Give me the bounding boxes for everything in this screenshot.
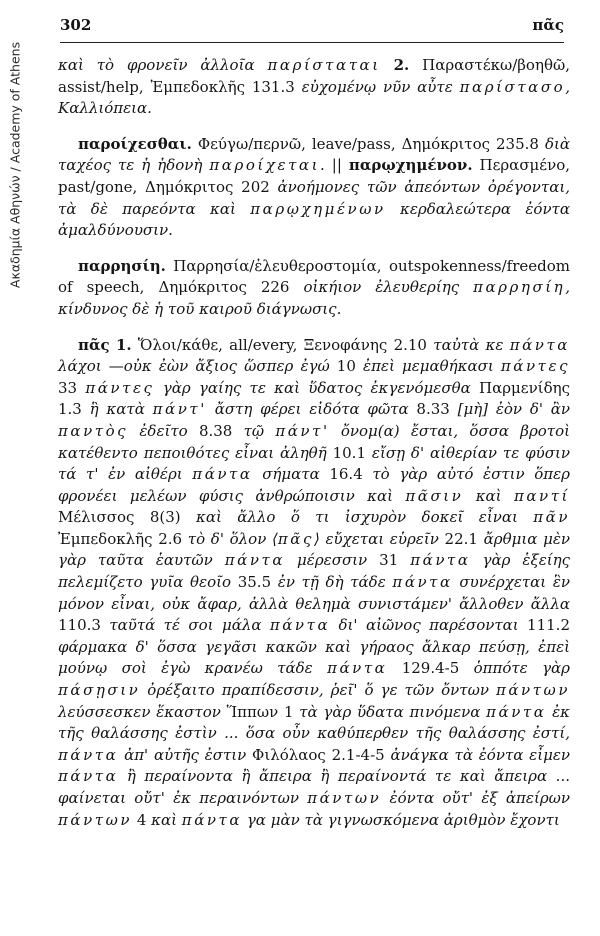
greek-quotation: κερδαλεώτερα ἐόντα ἀμαλδύνουσιν. [58,199,570,240]
spaced-keyword: πάντα [224,551,286,570]
greek-quotation: καὶ [151,810,182,829]
gloss-text: 8.33 [408,400,458,419]
spaced-keyword: παρίσταται [267,56,381,74]
greek-quotation: ἐδεῖτο [128,421,188,440]
greek-quotation: λάχοι —οὐκ ἐὼν ἄξιος ὥσπερ ἐγώ [58,357,330,376]
spaced-keyword: πάντα [410,551,471,570]
greek-quotation: καὶ ἄλλο ὅ τι ἰσχυρὸν δοκεῖ εἶναι [196,508,534,527]
gloss-text: 129.4-5 [387,659,474,678]
spaced-keyword: πάντ' [152,400,207,419]
greek-quotation: ὀρέξαιτο πραπίδεσσιν, ῥεῖ' ὅ γε τῶν ὄντων [140,681,496,700]
greek-quotation: τῷ [243,421,276,440]
greek-quotation: εἴσῃ δ' αἰθερίαν τε φύσιν τά τ' ἐν αἰθέρι [58,443,571,484]
greek-quotation: ἀνάγκα τὰ ἐόντα εἶμεν [390,745,571,764]
gloss-text: 4 [132,810,152,829]
greek-quotation: ἣ κατὰ [89,400,153,419]
greek-quotation: διὰ ταχέος τε ἡ ἡδονὴ [58,134,570,175]
gloss-text: . || [320,156,349,175]
header-rule [60,42,564,43]
spaced-keyword: πάντες [85,378,155,397]
entry-paroichesthai [58,134,570,242]
spaced-keyword: πάντ' [275,421,330,440]
greek-quotation: ἐκ τῆς θαλάσσης ἐστὶν ... ὅσα οὖν καθύπερθεν τῆς θαλάσσης ἐστί, [58,702,571,743]
gloss-text: Φεύγω/περνῶ, leave/pass, Δημόκριτος 235.8 [191,134,545,153]
greek-quotation: ἐόντα οὔτ' ἐξ ἀπείρων [381,789,570,807]
greek-quotation: συνέρχεται ἓν μόνον εἶναι, οὐκ ἄφαρ, ἀλλὰ θελημὰ συνιστάμεν' ἄλλοθεν ἄλλα [58,573,571,613]
greek-quotation: ἢ περαίνοντα ἢ ἄπειρα ἢ περαίνοντά τε καὶ ἄπειρα ... φαίνεται οὔτ' ἐκ περαινόντων [58,767,570,807]
greek-quotation: μέρεσσιν [285,551,368,570]
gloss-text: Ἐμπεδοκλῆς 2.6 [58,529,188,548]
spaced-keyword: πάντα [486,702,547,721]
lemma-headword: παρρησίη. [78,256,166,275]
greek-quotation: ἀπ' αὐτῆς ἐστιν [118,745,247,764]
greek-quotation: εὐχομένῳ νῦν αὖτε [301,77,460,96]
gloss-text: Παρρησία/ἐλευθεροστομία, outspokenness/freedom of speech, Δημόκριτος 226 [58,256,570,297]
entry-parresie [58,256,570,321]
spaced-keyword: παρρησίη [473,278,566,297]
gloss-text: 110.3 [58,616,110,635]
greek-quotation: τὸ δ' ὅλον ⟨ [187,529,278,548]
spaced-keyword: πάντων [58,810,133,829]
greek-quotation: ἄστη φέρει εἰδότα φῶτα [206,400,409,419]
gloss-text: 8.38 [187,421,244,440]
greek-quotation: τὸ γὰρ αὐτό ἐστιν ὅπερ φρονέει μελέων φύσις ἀνθρώποισιν καὶ [58,465,570,505]
greek-quotation: γὰρ γαίης τε καὶ ὕδατος ἐκγενόμεσθα [154,378,471,397]
spaced-keyword: πᾶς [277,529,314,548]
gloss-text: Παρμενίδης 1.3 [58,378,570,419]
gloss-text: Περασμένο, past/gone, Δημόκριτος 202 [58,156,570,196]
spaced-keyword: παρίστασο [459,77,566,96]
running-head [60,16,564,38]
lemma-headword: παροίχεσθαι. [78,134,192,153]
greek-quotation: φάρμακα δ' ὅσσα γεγᾶσι κακῶν καὶ γήραος ἄλκαρ πεύσῃ, ἐπεὶ μούνῳ σοὶ ἐγὼ κρανέω τάδε [58,637,570,678]
spaced-keyword: πάντα [181,810,243,829]
gloss-text: Παραστέκω/βοηθῶ, assist/help, Ἐμπεδοκλῆς 131.3 [58,56,570,96]
entry-pas [58,335,570,832]
gloss-text: 16.4 [319,465,373,484]
spaced-keyword: πάντα [58,745,119,764]
spaced-keyword: παρῳχημένων [250,199,386,218]
greek-quotation: γα μὰν τὰ γιγνωσκόμενα ἀριθμὸν ἔχοντι [242,810,560,829]
greek-quotation: δι' αἰῶνος παρέσονται [330,616,519,635]
gloss-text: 10.1 [326,443,372,462]
gloss-text [381,56,394,74]
greek-quotation: ὁππότε γὰρ [473,659,570,678]
greek-quotation: [μὴ] [457,400,489,419]
spaced-keyword: πάντα [192,465,253,484]
greek-quotation: ἐν τῇ δὴ τάδε [277,573,393,592]
archive-stamp [2,40,28,290]
spaced-keyword: πάντων [495,681,570,700]
spaced-keyword: πάσῃσιν [58,681,141,700]
gloss-text: 22.1 [438,529,484,548]
greek-quotation: ἄρθμια μὲν γὰρ ταῦτα ἑαυτῶν [58,529,570,570]
archive-stamp-text: Ακαδημία Αθηνών / Academy of Athens [7,41,23,289]
greek-quotation: ὄνομ(α) ἔσται, ὅσσα βροτοὶ κατέθεντο πεποιθότες εἶναι ἀληθῆ [58,421,571,462]
lemma-headword: παρῳχημένον. [348,156,473,175]
greek-quotation: , Καλλιόπεια. [58,77,570,118]
entry-continued [58,55,570,120]
lemma-headword: πᾶς [78,335,110,354]
gloss-text: Μέλισσος 8(3) [58,508,197,527]
spaced-keyword: πάντων [307,789,382,807]
gloss-text: Ἵππων 1 [220,702,300,721]
spaced-keyword: παντὸς [58,421,129,440]
spaced-keyword: πάντα [58,767,119,786]
gloss-text: 111.2 [518,616,570,635]
gloss-text: Φιλόλαος 2.1-4-5 [246,745,391,764]
greek-quotation: γὰρ ἑξείης πελεμίζετο γυῖα θεοῖο [58,551,571,592]
spaced-keyword: πάντα [509,335,570,354]
greek-quotation: καὶ τὸ φρονεῖν ἀλλοῖα [58,56,268,74]
spaced-keyword: πάντα [327,659,388,678]
greek-quotation: καὶ [463,486,514,505]
greek-quotation: ταὐτὰ κε [433,335,510,354]
gloss-text: Ὅλοι/κάθε, all/every, Ξενοφάνης 2.10 [131,335,434,354]
greek-quotation: ταῦτά τέ σοι μάλα [109,616,270,635]
greek-quotation: ἀνοήμονες τῶν ἀπεόντων ὀρέγονται, τὰ δὲ παρεόντα καὶ [58,177,570,218]
greek-quotation: λεύσσεσκεν ἕκαστον [58,702,221,721]
greek-quotation: τὰ γὰρ ὕδατα πινόμενα [299,702,487,721]
greek-quotation: , κίνδυνος δὲ ἡ τοῦ καιροῦ διάγνωσις. [58,278,570,318]
spaced-keyword: πάντες [500,357,571,376]
greek-quotation: ἐπεὶ μεμαθήκασι [363,357,501,376]
gloss-text: 33 [58,378,86,397]
spaced-keyword: πάντα [269,616,331,635]
greek-quotation: σήματα [252,465,320,484]
page-number: 302 [60,16,92,34]
greek-quotation: οἰκήιον ἐλευθερίης [303,278,474,297]
gloss-text [488,400,496,418]
spaced-keyword: πᾶν [533,508,571,527]
greek-quotation: ἐὸν δ' ἂν [495,400,571,419]
sense-number: 1. [115,335,132,354]
running-head-word: πᾶς [532,16,564,34]
greek-quotation: ⟩ εὔχεται εὑρεῖν [313,529,439,548]
spaced-keyword: πάντα [392,573,453,592]
gloss-text: 10 [329,357,364,376]
spaced-keyword: παροίχεται [209,156,321,175]
sense-number: 2. [393,56,410,74]
gloss-text: 31 [367,551,411,570]
gloss-text: 35.5 [231,573,278,592]
dictionary-body [58,55,570,845]
spaced-keyword: πᾶσιν [405,486,464,505]
spaced-keyword: παντί [513,486,570,505]
